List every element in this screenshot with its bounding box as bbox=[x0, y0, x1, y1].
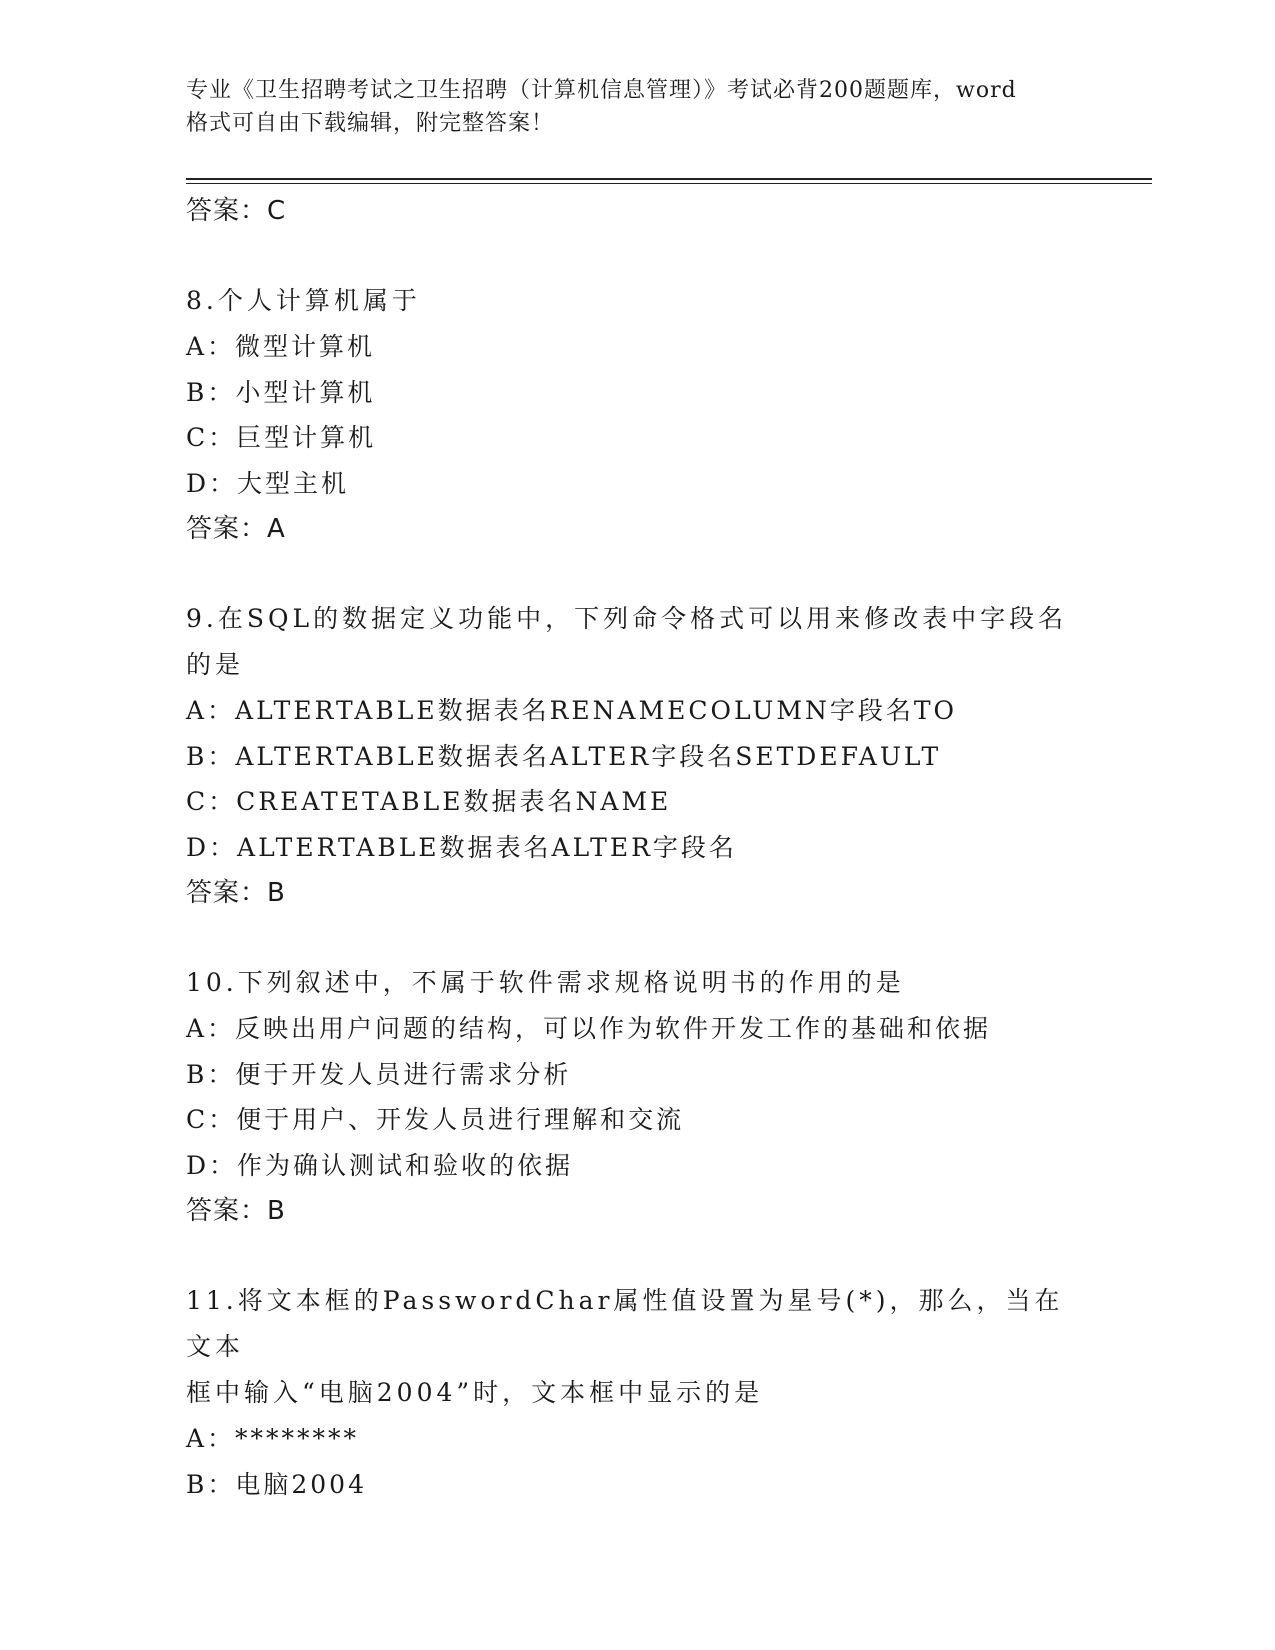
header-divider-thin bbox=[186, 183, 1152, 184]
answer-line: 答案：B bbox=[186, 1196, 286, 1226]
option-d: D：作为确认测试和验收的依据 bbox=[186, 1150, 574, 1180]
question-text-line-1: 11.将文本框的PasswordChar属性值设置为星号(*)，那么，当在文本 bbox=[186, 1286, 1064, 1361]
header-line-1: 专业《卫生招聘考试之卫生招聘（计算机信息管理）》考试必背200题题库，word bbox=[186, 78, 1017, 103]
option-a: A：******** bbox=[186, 1424, 360, 1453]
option-b: B：电脑2004 bbox=[186, 1469, 367, 1499]
option-b: B：便于开发人员进行需求分析 bbox=[186, 1059, 572, 1089]
question-text: 10.下列叙述中，不属于软件需求规格说明书的作用的是 bbox=[186, 968, 905, 997]
option-c: C：CREATETABLE数据表名NAME bbox=[186, 787, 672, 816]
spacer bbox=[186, 234, 1086, 278]
document-header bbox=[186, 74, 1086, 140]
spacer bbox=[186, 552, 1086, 596]
question-11 bbox=[186, 1278, 1086, 1507]
spacer bbox=[186, 916, 1086, 960]
question-text: 8.个人计算机属于 bbox=[186, 286, 421, 315]
option-c: C：巨型计算机 bbox=[186, 423, 377, 452]
question-text-line-2: 的是 bbox=[186, 650, 245, 679]
option-b: B：小型计算机 bbox=[186, 377, 376, 407]
answer-line: 答案：A bbox=[186, 514, 286, 544]
option-c: C：便于用户、开发人员进行理解和交流 bbox=[186, 1105, 685, 1134]
spacer bbox=[186, 1234, 1086, 1278]
question-text-line-1: 9.在SQL的数据定义功能中，下列命令格式可以用来修改表中字段名 bbox=[186, 604, 1068, 633]
option-b: B：ALTERTABLE数据表名ALTER字段名SETDEFAULT bbox=[186, 741, 942, 771]
option-d: D：ALTERTABLE数据表名ALTER字段名 bbox=[186, 832, 737, 862]
header-line-2: 格式可自由下载编辑，附完整答案！ bbox=[186, 111, 555, 136]
option-d: D：大型主机 bbox=[186, 468, 350, 498]
answer-line: 答案：B bbox=[186, 878, 286, 908]
option-a: A：ALTERTABLE数据表名RENAMECOLUMN字段名TO bbox=[186, 696, 957, 725]
header-divider-thick bbox=[186, 178, 1152, 180]
document-body bbox=[186, 188, 1086, 1507]
option-a: A：反映出用户问题的结构，可以作为软件开发工作的基础和依据 bbox=[186, 1014, 992, 1043]
option-a: A：微型计算机 bbox=[186, 332, 376, 361]
question-text-line-2: 框中输入“电脑2004”时，文本框中显示的是 bbox=[186, 1378, 764, 1407]
question-8 bbox=[186, 278, 1086, 552]
question-9 bbox=[186, 596, 1086, 916]
answer-line: 答案：C bbox=[186, 196, 287, 226]
question-10 bbox=[186, 960, 1086, 1234]
